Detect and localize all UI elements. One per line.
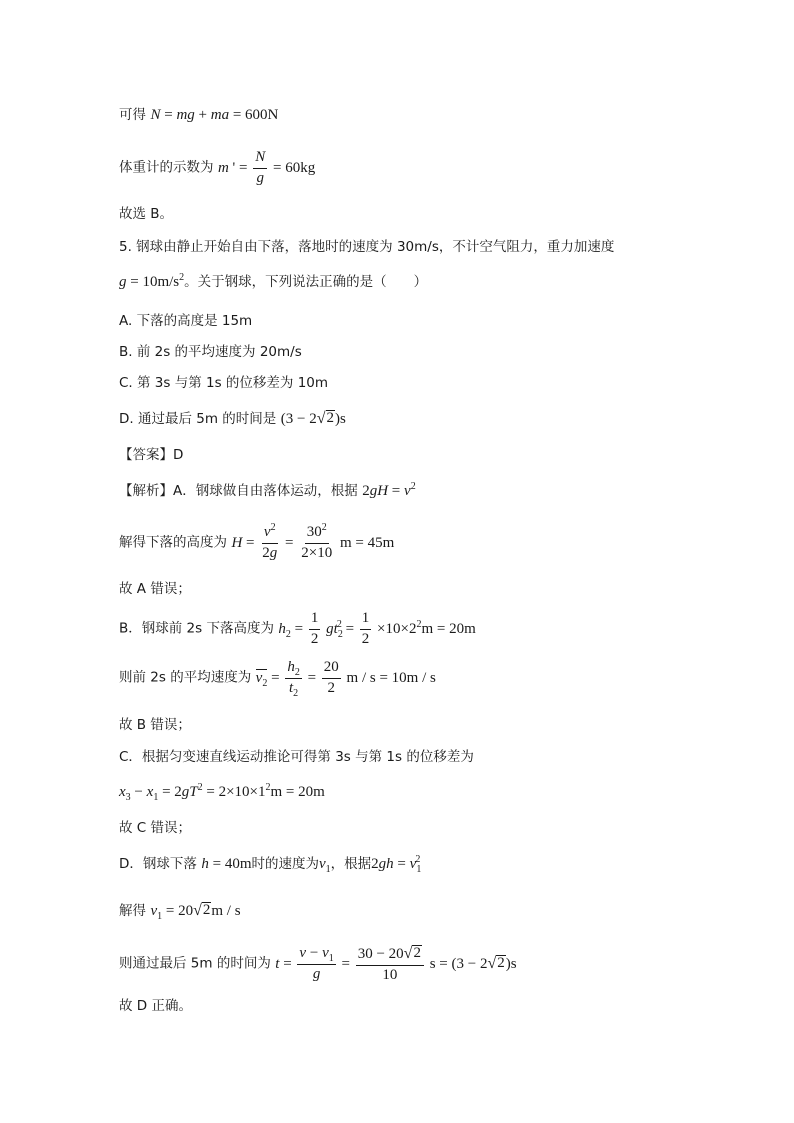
text-b-height: B．钢球前 2s 下落高度为 — [119, 620, 274, 637]
text-c-wrong: 故 C 错误； — [119, 820, 192, 836]
analysis-a-line: 【解析】A．钢球做自由落体运动，根据 $2gH = v^2$ — [119, 481, 416, 499]
answer-line — [119, 448, 183, 463]
option-d-label: D. 通过最后 5m 的时间是 — [119, 410, 277, 427]
text-b-avg: 则前 2s 的平均速度为 — [119, 669, 252, 686]
option-a: A. 下落的高度是 15m — [119, 313, 253, 329]
equation-time: 则通过最后 5m 的时间为 t = $\frac{v - v_1}{g}$ = 30 − 20 √ 2 10 s = (3 − 2 √ 2 )s — [119, 944, 517, 983]
question-5-stem: 5. 钢球由静止开始自由下落，落地时的速度为 30m/s，不计空气阻力，重力加速度 — [119, 239, 615, 255]
analysis-d-line: D．钢球下落 h = 40m时的速度为$v_1$，根据$2gh = v_1^2$ — [119, 854, 422, 875]
text-c-analysis: C．根据匀变速直线运动推论可得第 3s 与第 1s 的位移差为 — [119, 749, 474, 765]
text-scale-reading: 体重计的示数为 — [119, 159, 214, 176]
equation-displacement-diff: $x_3 - x_1 = 2gT^2 = 2\times 10\times 1^2m = 20m$ — [119, 782, 325, 803]
text-d-time: 则通过最后 5m 的时间为 — [119, 955, 271, 972]
analysis-label: 【解析】 — [119, 483, 173, 499]
option-d: D. 通过最后 5m 的时间是 (3 − 2 √ 2 )s — [119, 409, 346, 427]
text-d-start: D．钢球下落 — [119, 856, 197, 872]
text-b-wrong: 故 B 错误； — [119, 717, 191, 733]
option-b: B. 前 2s 的平均速度为 20m/s — [119, 344, 302, 360]
equation-scale-reading: 体重计的示数为 m ' = $\frac{N}{g}$ = 60kg — [119, 149, 316, 186]
text-d-mid2: ，根据 — [330, 856, 372, 872]
equation-avg-velocity: 则前 2s 的平均速度为 $v_2$ = $\frac{h_2}{t_2}$ = $\frac{20}{2}$ m / s = 10m / s — [119, 659, 436, 699]
text-solve-height: 解得下落的高度为 — [119, 534, 227, 551]
option-c: C. 第 3s 与第 1s 的位移差为 10m — [119, 375, 329, 391]
equation-normal-force: 可得 N = mg + ma = 600N — [119, 107, 279, 123]
text-d-solve: 解得 — [119, 902, 146, 919]
equation-h2: B．钢球前 2s 下落高度为 $h_2$ = $\frac{1}{2}$ $gt_2^2$ = $\frac{1}{2}$ $\times 10\times 2^2m = 20m$ — [119, 610, 476, 647]
answer-value: D — [173, 447, 184, 463]
equation-height: 解得下落的高度为 H = $\frac{v^2}{2g}$ = $\frac{30^2}{2\times 10}$ m = 45m — [119, 522, 395, 561]
text-a-wrong: 故 A 错误； — [119, 581, 191, 597]
equation-v1: 解得 $v_1 = 20$ √ 2 m / s — [119, 901, 241, 922]
text-q5-cont: 。关于钢球，下列说法正确的是（ ） — [184, 274, 428, 290]
analysis-a-text: A．钢球做自由落体运动，根据 — [173, 483, 358, 499]
question-5-stem-cont: $g = 10m/s^2$。关于钢球，下列说法正确的是（ ） — [119, 272, 428, 290]
text-ke-de: 可得 — [119, 107, 146, 123]
text-d-mid: 时的速度为 — [251, 856, 319, 872]
answer-label: 【答案】 — [119, 447, 173, 463]
text-choose-b: 故选 B。 — [119, 206, 174, 222]
text-d-right: 故 D 正确。 — [119, 998, 192, 1014]
